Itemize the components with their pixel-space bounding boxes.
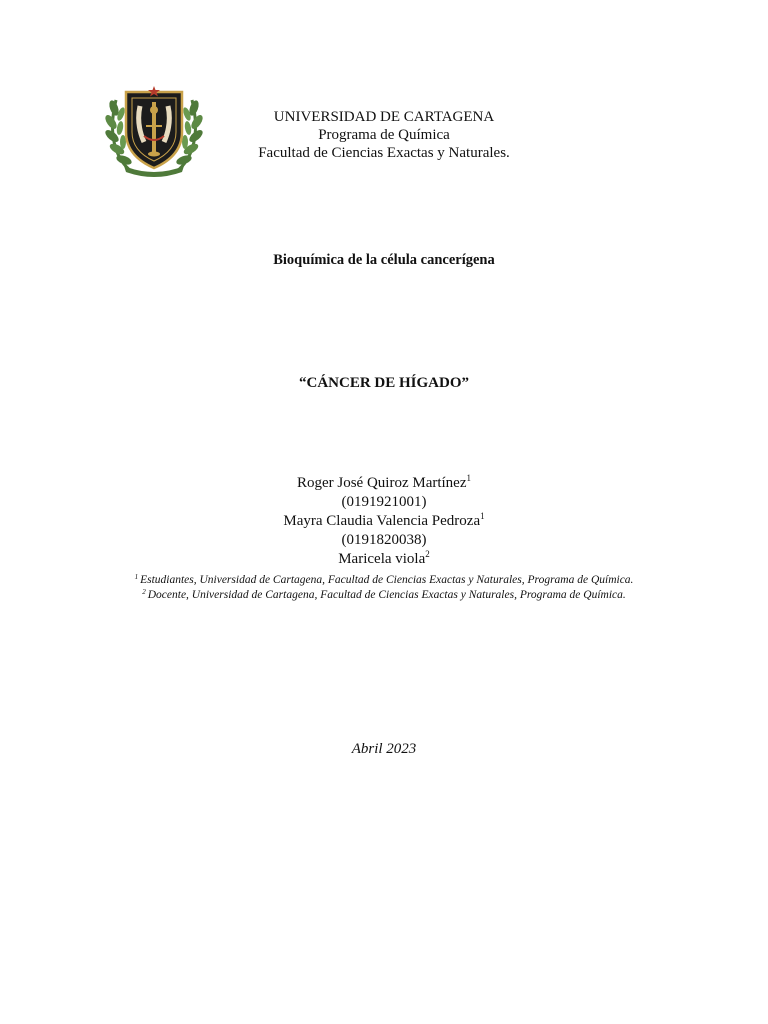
footnote-marker: 1 [480, 511, 485, 521]
author-name: Maricela viola [338, 551, 426, 567]
university-header [200, 108, 568, 162]
student-id: (0191921001) [341, 494, 427, 510]
author-name: Roger José Quiroz Martínez [296, 475, 467, 491]
affiliation-line [0, 588, 768, 603]
affiliation-text: Docente, Universidad de Cartagena, Facultad de Ciencias Exactas y Naturales, Programa de Química. [147, 589, 626, 601]
course-title: Bioquímica de la célula cancerígena [273, 252, 495, 268]
footnote-marker: 1 [466, 473, 472, 483]
author-name-line [0, 474, 768, 493]
program-name: Programa de Química [318, 127, 450, 143]
document-date: Abril 2023 [351, 741, 417, 757]
author-name-line [0, 550, 768, 569]
author-name-line [0, 512, 768, 531]
university-name: UNIVERSIDAD DE CARTAGENA [273, 109, 495, 125]
footnote-marker: 2 [142, 588, 146, 596]
affiliation-text: Estudiantes, Universidad de Cartagena, Facultad de Ciencias Exactas y Naturales, Programa de Química. [140, 574, 634, 586]
affiliation-line [0, 573, 768, 588]
author-list [0, 474, 768, 569]
footnote-marker: 2 [425, 549, 430, 559]
student-id: (0191820038) [341, 532, 427, 548]
topic-title: “CÁNCER DE HÍGADO” [298, 375, 469, 391]
university-crest-icon [102, 80, 206, 178]
author-name: Mayra Claudia Valencia Pedroza [283, 513, 481, 529]
footnote-marker: 1 [134, 573, 139, 581]
faculty-name: Facultad de Ciencias Exactas y Naturales. [258, 145, 510, 161]
affiliation-notes [0, 573, 768, 603]
